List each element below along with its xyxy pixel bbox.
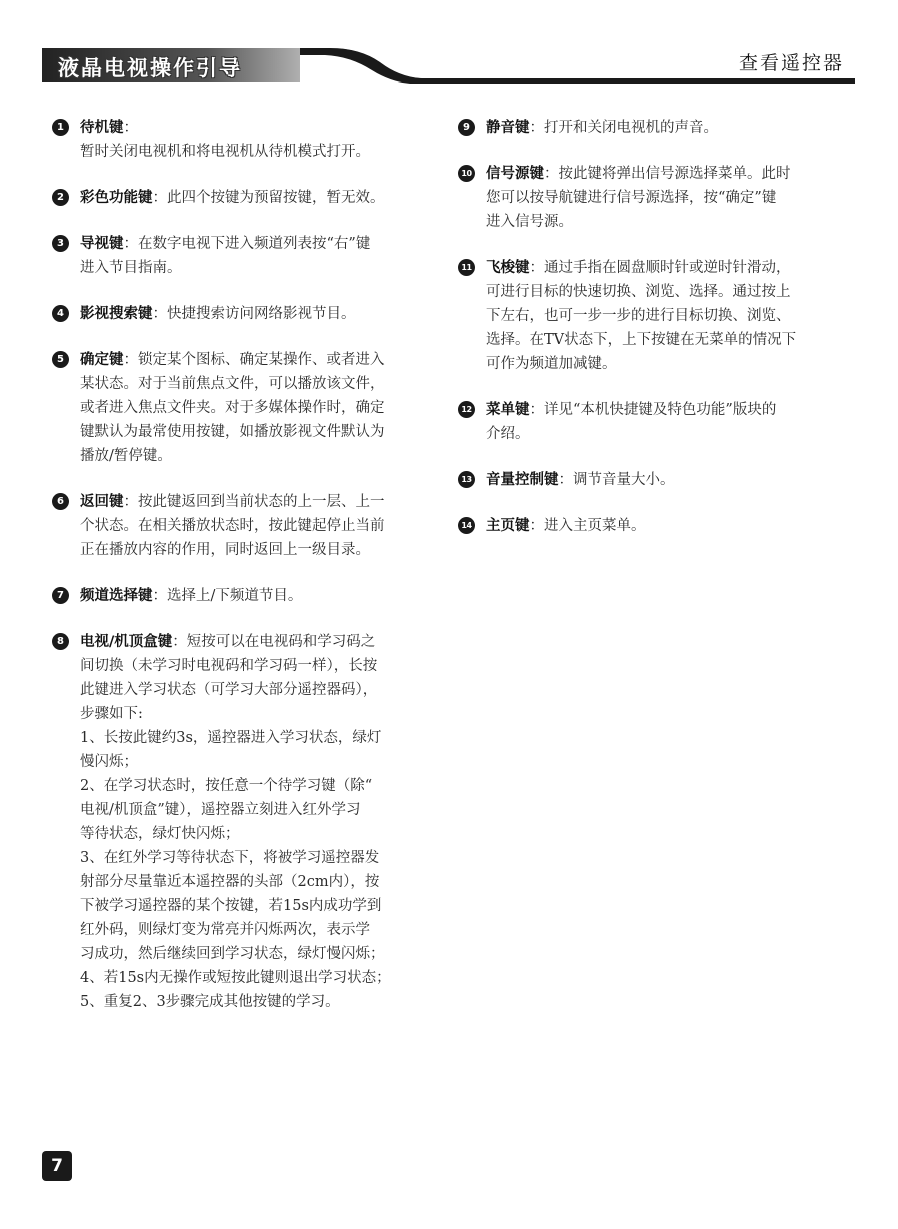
key-description-line: 下被学习遥控器的某个按键，若15s内成功学到 <box>80 898 382 914</box>
key-name: 频道选择键 <box>80 588 153 604</box>
key-description-line: 选择。在TV状态下，上下按键在无菜单的情况下 <box>486 332 797 348</box>
key-description-line: 电视/机顶盒”键），遥控器立刻进入红外学习 <box>80 802 361 818</box>
item-number-badge: 12 <box>458 401 475 418</box>
key-description-item <box>52 630 452 1014</box>
key-name: 确定键 <box>80 352 124 368</box>
key-description-line: 正在播放内容的作用，同时返回上一级目录。 <box>80 542 370 558</box>
key-description-item <box>52 348 452 468</box>
item-body <box>80 120 452 164</box>
right-column <box>458 116 850 560</box>
key-description-item <box>458 256 850 376</box>
item-number-badge: 2 <box>52 189 69 206</box>
key-description-line: 此键进入学习状态（可学习大部分遥控器码）， <box>80 682 378 698</box>
item-body <box>80 190 385 206</box>
item-number-badge: 14 <box>458 517 475 534</box>
key-description-line: 暂时关闭电视机和将电视机从待机模式打开。 <box>80 144 370 160</box>
key-description-line: 下左右，也可一步一步的进行目标切换、浏览、 <box>486 308 791 324</box>
key-description-line: 慢闪烁； <box>80 754 138 770</box>
key-description-line: 射部分尽量靠近本遥控器的头部（2cm内），按 <box>80 874 380 890</box>
key-description-line: 可进行目标的快速切换、浏览、选择。通过按上 <box>486 284 791 300</box>
key-description-line: 介绍。 <box>486 426 530 442</box>
key-name: 导视键 <box>80 236 124 252</box>
key-description-line: 3、在红外学习等待状态下，将被学习遥控器发 <box>80 850 380 866</box>
key-description-line: ：此四个按键为预留按键，暂无效。 <box>152 190 385 206</box>
item-body <box>80 494 452 562</box>
key-description-item <box>52 584 452 608</box>
key-description-line: ：打开和关闭电视机的声音。 <box>529 120 718 136</box>
key-description-line: 间切换（未学习时电视码和学习码一样），长按 <box>80 658 378 674</box>
item-number-badge: 4 <box>52 305 69 322</box>
key-name: 主页键 <box>486 518 530 534</box>
page-number: 7 <box>42 1151 72 1181</box>
item-number-badge: 11 <box>458 259 475 276</box>
key-description-line: ：调节音量大小。 <box>558 472 675 488</box>
key-description-item <box>52 302 452 326</box>
key-name: 电视/机顶盒键 <box>80 634 173 650</box>
key-description-line: 进入节目指南。 <box>80 260 182 276</box>
key-description-line: 播放/暂停键。 <box>80 448 172 464</box>
item-number-badge: 10 <box>458 165 475 182</box>
key-name: 信号源键 <box>486 166 544 182</box>
item-body <box>486 402 850 446</box>
key-name: 待机键 <box>80 120 124 136</box>
key-name: 菜单键 <box>486 402 530 418</box>
key-description-line: ： <box>123 120 138 136</box>
item-number-badge: 1 <box>52 119 69 136</box>
manual-title: 液晶电视操作引导 <box>58 56 242 80</box>
key-description-line: ：详见“本机快捷键及特色功能”版块的 <box>529 402 777 418</box>
key-description-line: 某状态。对于当前焦点文件，可以播放该文件， <box>80 376 385 392</box>
key-description-item <box>52 232 452 280</box>
key-description-line: ：通过手指在圆盘顺时针或逆时针滑动， <box>529 260 791 276</box>
key-description-item <box>52 186 452 210</box>
key-description-line: ：快捷搜索访问网络影视节目。 <box>152 306 356 322</box>
key-name: 静音键 <box>486 120 530 136</box>
item-number-badge: 13 <box>458 471 475 488</box>
item-body <box>486 518 646 534</box>
item-number-badge: 7 <box>52 587 69 604</box>
item-body <box>486 260 850 376</box>
key-description-item <box>458 162 850 234</box>
key-description-item <box>52 116 452 164</box>
item-body <box>80 236 452 280</box>
key-description-line: 或者进入焦点文件夹。对于多媒体操作时，确定 <box>80 400 385 416</box>
item-number-badge: 9 <box>458 119 475 136</box>
key-description-line: 2、在学习状态时，按任意一个待学习键（除“ <box>80 778 373 794</box>
item-body <box>486 120 718 136</box>
key-description-line: 个状态。在相关播放状态时，按此键起停止当前 <box>80 518 385 534</box>
item-number-badge: 5 <box>52 351 69 368</box>
key-description-line: 键默认为最常使用按键，如播放影视文件默认为 <box>80 424 385 440</box>
key-name: 彩色功能键 <box>80 190 153 206</box>
left-column <box>52 116 452 1036</box>
key-name: 音量控制键 <box>486 472 559 488</box>
item-number-badge: 6 <box>52 493 69 510</box>
item-body <box>486 472 675 488</box>
key-description-line: 您可以按导航键进行信号源选择，按“确定”键 <box>486 190 777 206</box>
key-description-line: 进入信号源。 <box>486 214 573 230</box>
key-description-line: ：按此键将弹出信号源选择菜单。此时 <box>544 166 791 182</box>
key-description-line: 红外码，则绿灯变为常亮并闪烁两次，表示学 <box>80 922 370 938</box>
key-description-item <box>458 398 850 446</box>
item-body <box>80 634 452 1014</box>
key-description-line: 等待状态，绿灯快闪烁； <box>80 826 240 842</box>
item-number-badge: 8 <box>52 633 69 650</box>
item-body <box>80 588 302 604</box>
item-body <box>486 166 850 234</box>
item-number-badge: 3 <box>52 235 69 252</box>
key-name: 飞梭键 <box>486 260 530 276</box>
key-description-line: 1、长按此键约3s，遥控器进入学习状态，绿灯 <box>80 730 382 746</box>
key-description-line: ：选择上/下频道节目。 <box>152 588 303 604</box>
key-description-item <box>52 490 452 562</box>
key-description-item <box>458 514 850 538</box>
item-body <box>80 352 452 468</box>
key-description-line: ：进入主页菜单。 <box>529 518 646 534</box>
key-description-line: 步骤如下: <box>80 706 143 722</box>
key-description-line: 习成功，然后继续回到学习状态，绿灯慢闪烁； <box>80 946 385 962</box>
key-description-line: 可作为频道加减键。 <box>486 356 617 372</box>
key-name: 返回键 <box>80 494 124 510</box>
key-description-line: 4、若15s内无操作或短按此键则退出学习状态； <box>80 970 391 986</box>
key-description-item <box>458 468 850 492</box>
key-description-line: ：短按可以在电视码和学习码之 <box>172 634 376 650</box>
key-name: 影视搜索键 <box>80 306 153 322</box>
key-description-line: ：按此键返回到当前状态的上一层、上一 <box>123 494 385 510</box>
page-header <box>0 0 898 90</box>
key-description-line: ：在数字电视下进入频道列表按“右”键 <box>123 236 371 252</box>
key-description-line: 5、重复2、3步骤完成其他按键的学习。 <box>80 994 340 1010</box>
section-title: 查看遥控器 <box>738 52 844 74</box>
key-description-line: ：锁定某个图标、确定某操作、或者进入 <box>123 352 385 368</box>
item-body <box>80 306 356 322</box>
key-description-item <box>458 116 850 140</box>
